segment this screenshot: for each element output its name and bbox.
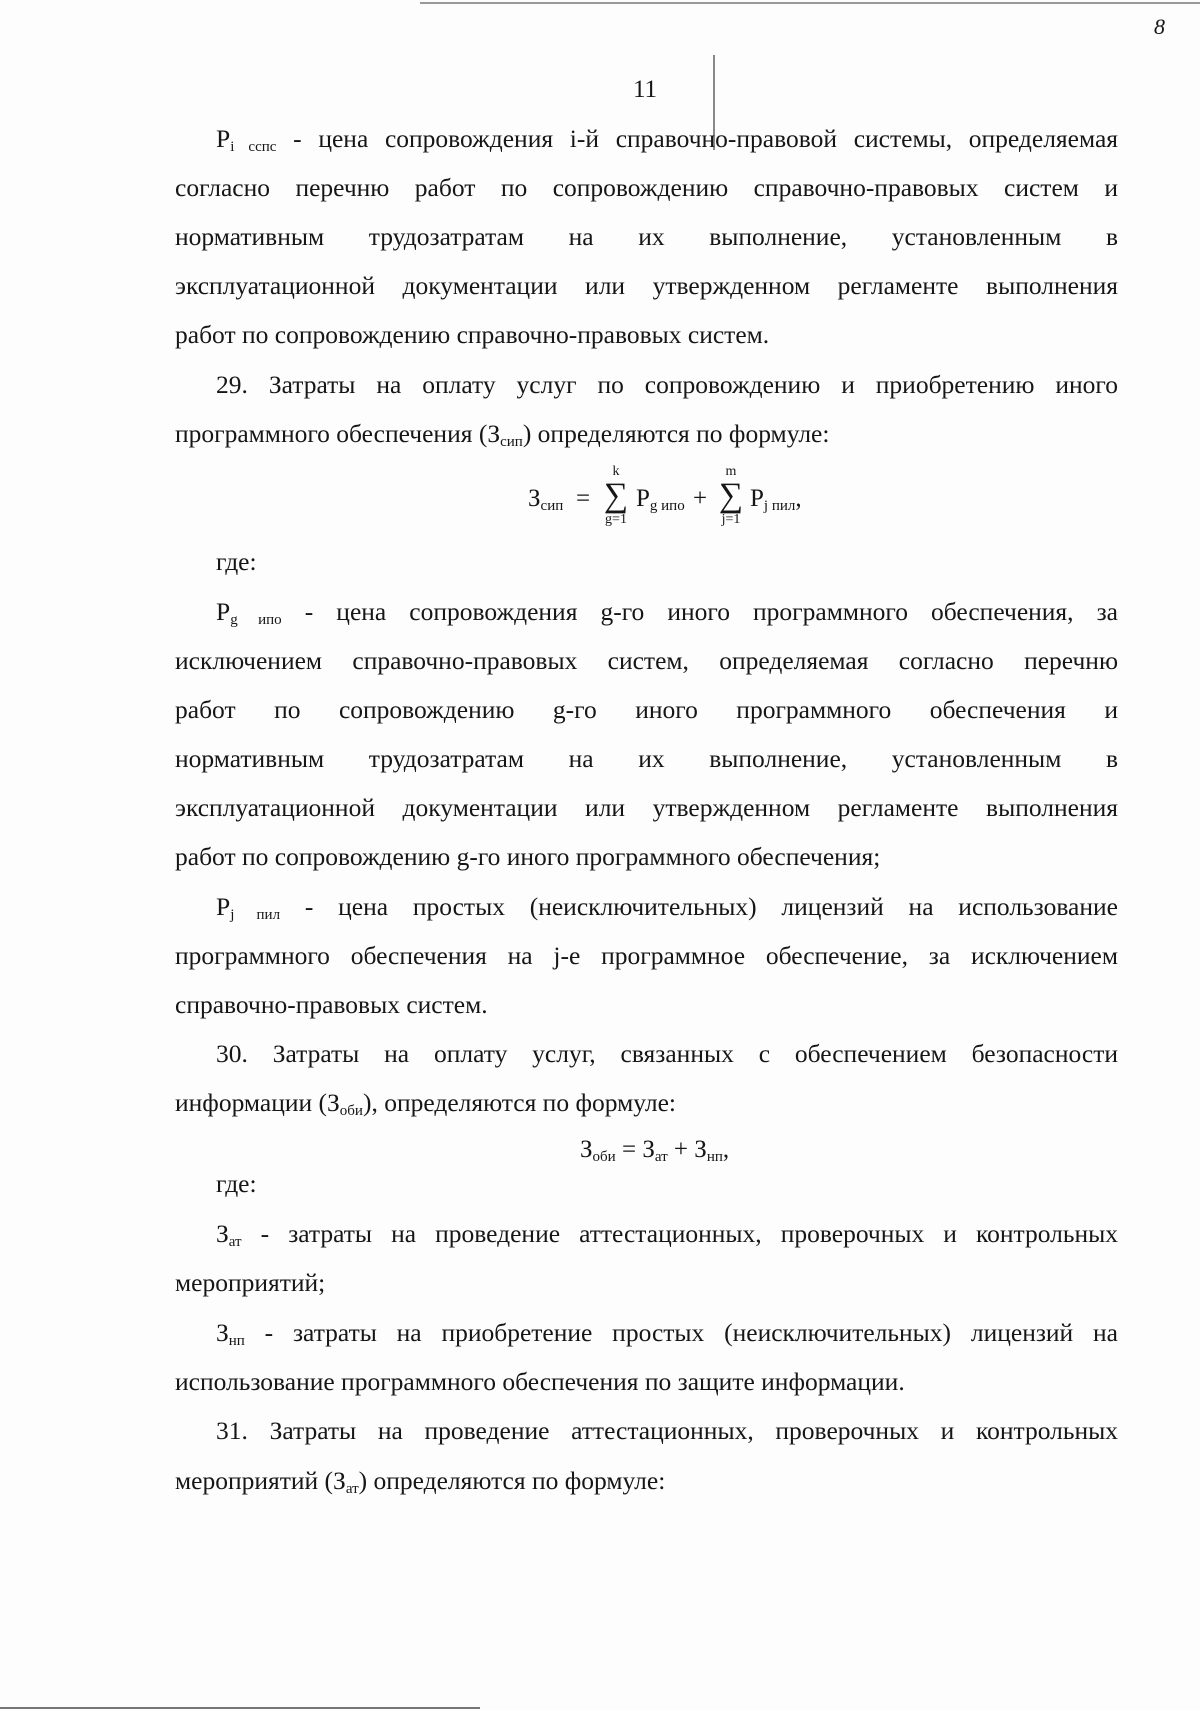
paragraph-line: $P_{j пил}$ - цена простых (неисключительных) лицензий на использование	[216, 892, 1118, 923]
paragraph-line: нормативным трудозатратам на их выполнение, установленным в	[175, 222, 1118, 251]
paragraph-line: 30. Затраты на оплату услуг, связанных с обеспечением безопасности	[216, 1039, 1118, 1068]
scan-artifact-bottom-line	[0, 1707, 480, 1709]
formula-plus: +	[693, 485, 708, 512]
formula-term: $P_{j пил}$,	[750, 485, 802, 514]
paragraph-line: $P_{g ипо}$ - цена сопровождения g-го иного программного обеспечения, за	[216, 597, 1118, 628]
paragraph-line: $З_{нп}$ - затраты на приобретение простых (неисключительных) лицензий на	[216, 1318, 1118, 1349]
paragraph-line: справочно-правовых систем.	[175, 990, 488, 1019]
handwritten-page-mark: 8	[1154, 14, 1165, 39]
paragraph-line: согласно перечню работ по сопровождению справочно-правовых систем и	[175, 173, 1118, 202]
scan-artifact-top-line	[420, 2, 1200, 4]
paragraph-line: 29. Затраты на оплату услуг по сопровождению и приобретению иного	[216, 370, 1118, 399]
paragraph-line: работ по сопровождению справочно-правовых систем.	[175, 320, 770, 349]
paragraph-line: работ по сопровождению g-го иного программного обеспечения;	[175, 842, 881, 871]
formula-zobi: $З_{оби} = З_{ат} + З_{нп}$,	[580, 1136, 730, 1165]
paragraph-line: использование программного обеспечения по защите информации.	[175, 1367, 905, 1396]
paragraph-line: мероприятий;	[175, 1268, 326, 1297]
paragraph-line: $P_{i ccпс}$ - цена сопровождения i-й справочно-правовой системы, определяемая	[216, 124, 1118, 155]
paragraph-line: программного обеспечения на j-е программное обеспечение, за исключением	[175, 941, 1118, 970]
paragraph-line: работ по сопровождению g-го иного программного обеспечения и	[175, 695, 1118, 724]
formula-equals: =	[576, 485, 591, 512]
formula-zsip	[528, 465, 828, 535]
page-number: 11	[632, 76, 658, 103]
paragraph-line: 31. Затраты на проведение аттестационных, проверочных и контрольных	[216, 1416, 1118, 1445]
paragraph-line: где:	[216, 547, 257, 576]
paragraph-line: нормативным трудозатратам на их выполнение, установленным в	[175, 744, 1118, 773]
paragraph-line: исключением справочно-правовых систем, определяемая согласно перечню	[175, 646, 1118, 675]
paragraph-line: эксплуатационной документации или утвержденном регламенте выполнения	[175, 793, 1118, 822]
paragraph-line: эксплуатационной документации или утвержденном регламенте выполнения	[175, 271, 1118, 300]
sum-symbol: m ∑ j=1	[718, 464, 744, 527]
paragraph-line: мероприятий $(З_{ат})$ определяются по формуле:	[175, 1466, 666, 1497]
paragraph-line: информации $(З_{оби})$, определяются по формуле:	[175, 1088, 676, 1119]
formula-term: $P_{g ипо}$	[636, 485, 685, 514]
paragraph-line: $З_{ат}$ - затраты на проведение аттестационных, проверочных и контрольных	[216, 1219, 1118, 1250]
paragraph-line: программного обеспечения $(З_{сип})$ определяются по формуле:	[175, 419, 830, 450]
sum-symbol: k ∑ g=1	[603, 464, 629, 527]
paragraph-line: где:	[216, 1169, 257, 1198]
formula-lhs: $З_{сип}$	[528, 485, 564, 514]
